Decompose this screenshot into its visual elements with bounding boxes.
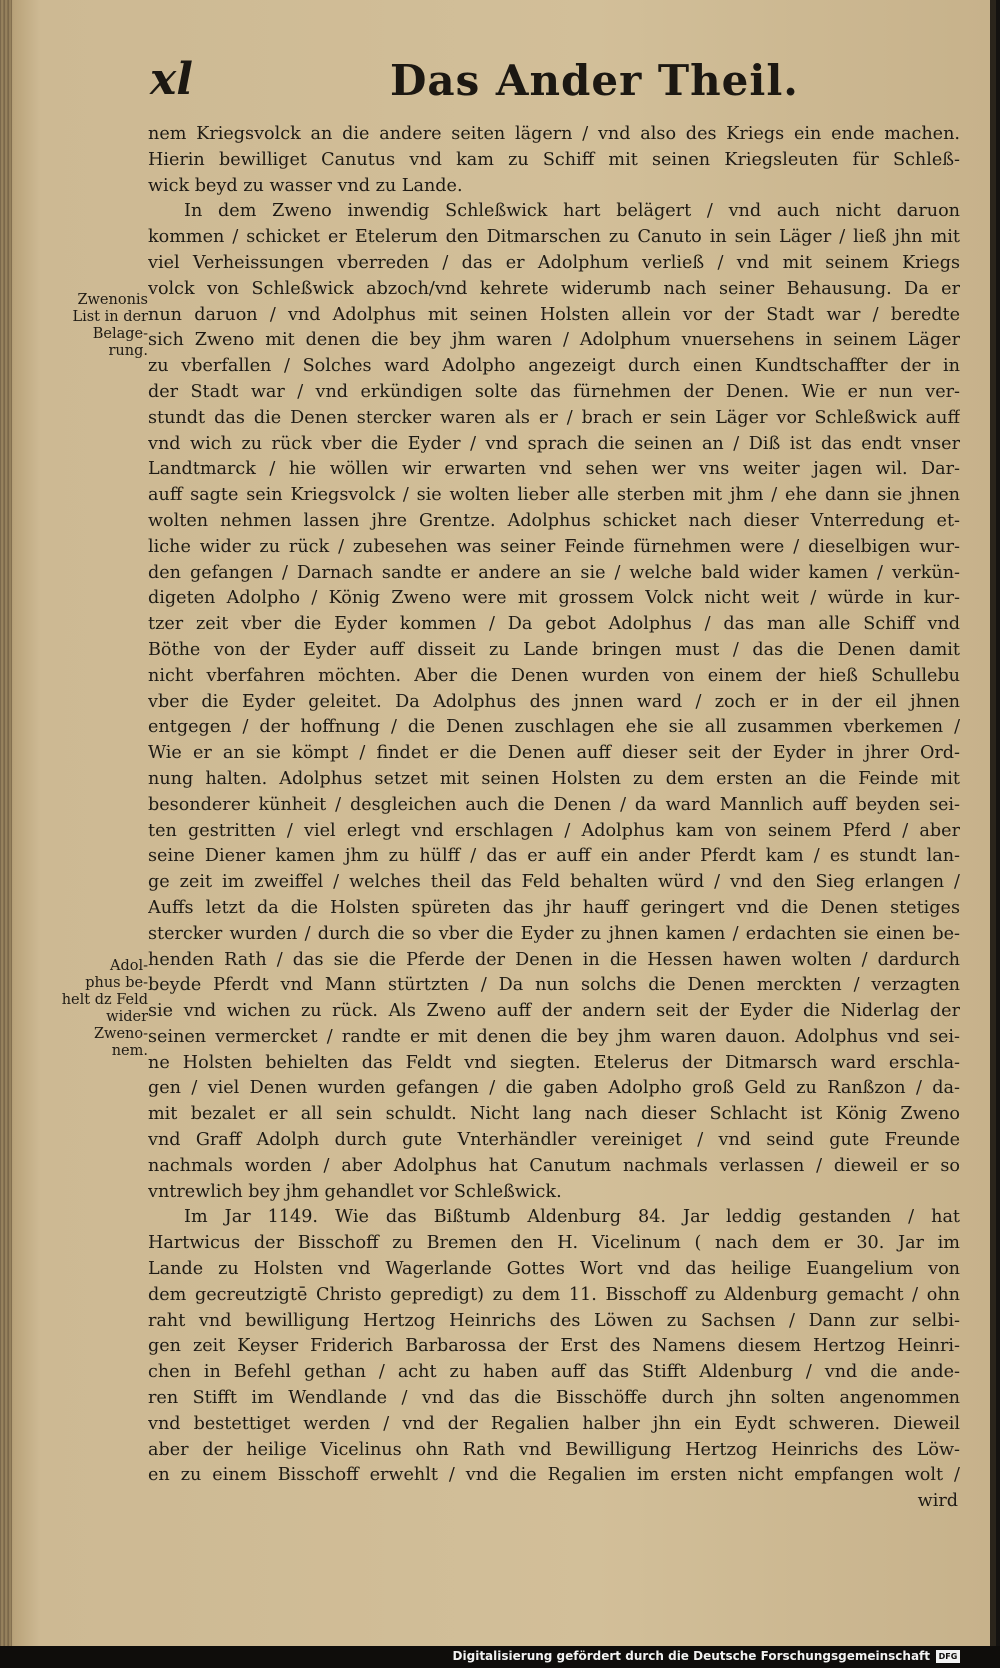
text-line: stundt das die Denen stercker waren als er / brach er sein Läger vor Schleßwick auff bbox=[148, 407, 960, 428]
margin-note-line: Zweno- bbox=[93, 1026, 148, 1042]
text-line: ne Holsten behielten das Feldt vnd siegten. Etelerus der Ditmarsch ward erschla- bbox=[148, 1052, 960, 1073]
text-line: ten gestritten / viel erlegt vnd erschlagen / Adolphus kam von seinem Pferd / aber bbox=[148, 820, 960, 841]
text-line: liche wider zu rück / zubesehen was seiner Feinde fürnehmen were / dieselbigen wur- bbox=[148, 536, 960, 557]
text-line: digeten Adolpho / König Zweno were mit grossem Volck nicht weit / würde in kur- bbox=[148, 588, 960, 609]
digitization-footer bbox=[0, 1646, 1000, 1668]
running-title: Das Ander Theil. bbox=[390, 56, 799, 105]
text-line: Im Jar 1149. Wie das Bißtumb Aldenburg 84. Jar leddig gestanden / hat bbox=[184, 1207, 960, 1228]
text-line: viel Verheissungen vberreden / das er Adolphum verließ / vnd mit seinem Kriegs bbox=[148, 252, 960, 273]
text-line: ge zeit im zweiffel / welches theil das Feld behalten würd / vnd den Sieg erlangen / bbox=[148, 872, 960, 893]
text-line: beyde Pferdt vnd Mann stürtzten / Da nun solchs die Denen merckten / verzagten bbox=[148, 975, 960, 996]
text-line: volck von Schleßwick abzoch/vnd kehrete widerumb nach seiner Behausung. Da er bbox=[148, 278, 960, 299]
text-line: Böthe von der Eyder auff disseit zu Lande bringen must / das die Denen damit bbox=[148, 639, 960, 660]
margin-note-line: nem. bbox=[111, 1043, 148, 1059]
text-line: raht vnd bewilligung Hertzog Heinrichs des Löwen zu Sachsen / Dann zur selbi- bbox=[148, 1310, 960, 1331]
text-line: gen / viel Denen wurden gefangen / die gaben Adolpho groß Geld zu Ranßzon / da- bbox=[148, 1078, 960, 1099]
text-line: auff sagte sein Kriegsvolck / sie wolten lieber alle sterben mit jhm / ehe dann sie jhnen bbox=[148, 485, 960, 506]
text-line: entgegen / der hoffnung / die Denen zuschlagen ehe sie all zusammen vberkemen / bbox=[148, 717, 960, 738]
text-line: nicht vberfahren möchten. Aber die Denen wurden von einem der hieß Schullebu bbox=[148, 665, 960, 686]
text-line: vber die Eyder geleitet. Da Adolphus des jnnen ward / zoch er in der eil jhnen bbox=[148, 691, 960, 712]
margin-note-line: List in der bbox=[72, 309, 148, 325]
margin-note-adolphus-behelt bbox=[52, 958, 148, 1060]
text-line: dem gecreutzigtē Christo gepredigt) zu dem 11. Bisschoff zu Aldenburg gemacht / ohn bbox=[148, 1284, 960, 1305]
text-line: Lande zu Holsten vnd Wagerlande Gottes Wort vnd das heilige Euangelium von bbox=[148, 1259, 960, 1280]
text-line: stercker wurden / durch die so vber die Eyder zu jhnen kamen / erdachten sie einen be- bbox=[148, 923, 960, 944]
text-line: der Stadt war / vnd erkündigen solte das fürnehmen der Denen. Wie er nun ver- bbox=[148, 381, 960, 402]
margin-note-line: wider bbox=[106, 1009, 148, 1025]
text-line: Auffs letzt da die Holsten spüreten das jhr hauff geringert vnd die Denen stetiges bbox=[148, 897, 960, 918]
catchword: wird bbox=[917, 1491, 958, 1512]
text-line: mit bezalet er all sein schuldt. Nicht lang nach dieser Schlacht ist König Zweno bbox=[148, 1104, 960, 1125]
text-line: wolten nehmen lassen jhre Grentze. Adolphus schicket nach dieser Vnterredung et- bbox=[148, 510, 960, 531]
margin-note-line: phus be- bbox=[85, 975, 148, 991]
text-line: gen zeit Keyser Friderich Barbarossa der Erst des Namens diesem Hertzog Heinri- bbox=[148, 1336, 960, 1357]
text-line: tzer zeit vber die Eyder kommen / Da gebot Adolphus / das man alle Schiff vnd bbox=[148, 614, 960, 635]
page-gutter-edge bbox=[0, 0, 12, 1646]
margin-note-line: Adol- bbox=[109, 958, 148, 974]
text-line: Hartwicus der Bisschoff zu Bremen den H. Vicelinum ( nach dem er 30. Jar im bbox=[148, 1233, 960, 1254]
folio-number: xl bbox=[150, 54, 193, 105]
text-line: In dem Zweno inwendig Schleßwick hart belägert / vnd auch nicht daruon bbox=[184, 201, 960, 222]
text-line: besonderer künheit / desgleichen auch die Denen / da ward Mannlich auff beyden sei- bbox=[148, 794, 960, 815]
text-line: Hierin bewilliget Canutus vnd kam zu Schiff mit seinen Kriegsleuten für Schleß- bbox=[148, 149, 960, 170]
funding-credit: Digitalisierung gefördert durch die Deutsche Forschungsgemeinschaft bbox=[452, 1649, 930, 1663]
page-header bbox=[150, 54, 960, 114]
margin-note-zwenonis-list bbox=[52, 292, 148, 360]
margin-note-line: Belage- bbox=[92, 326, 148, 342]
text-line: sie vnd wichen zu rück. Als Zweno auff der andern seit der Eyder die Niderlag der bbox=[148, 1001, 960, 1022]
text-line: nem Kriegsvolck an die andere seiten lägern / vnd also des Kriegs ein ende machen. bbox=[148, 124, 960, 144]
margin-note-line: helt dz Feld bbox=[61, 992, 148, 1008]
text-line: Landtmarck / hie wöllen wir erwarten vnd sehen wer vns weiter jagen wil. Dar- bbox=[148, 459, 960, 480]
dfg-logo-icon: DFG bbox=[936, 1650, 960, 1663]
margin-note-line: Zwenonis bbox=[77, 292, 148, 308]
text-line: vnd Graff Adolph durch gute Vnterhändler vereiniget / vnd seind gute Freunde bbox=[148, 1130, 960, 1151]
text-line: sich Zweno mit denen die bey jhm waren / Adolphum vnuersehens in seinem Läger bbox=[148, 330, 960, 351]
text-line: seine Diener kamen jhm zu hülff / das er auff ein ander Pferdt kam / es stundt lan- bbox=[148, 846, 960, 867]
margin-note-line: rung. bbox=[108, 343, 148, 359]
text-line: vnd wich zu rück vber die Eyder / vnd sprach die seinen an / Diß ist das endt vnser bbox=[148, 433, 960, 454]
text-line: aber der heilige Vicelinus ohn Rath vnd Bewilligung Hertzog Heinrichs des Löw- bbox=[148, 1439, 960, 1460]
text-line: nung halten. Adolphus setzet mit seinen Holsten zu dem ersten an die Feinde mit bbox=[148, 768, 960, 789]
text-line: nun daruon / vnd Adolphus mit seinen Holsten allein vor der Stadt war / beredte bbox=[148, 304, 960, 325]
text-line: ren Stifft im Wendlande / vnd das die Bisschöffe durch jhn solten angenommen bbox=[148, 1388, 960, 1409]
text-line: kommen / schicket er Etelerum den Ditmarschen zu Canuto in sein Läger / ließ jhn mit bbox=[148, 227, 960, 248]
text-line: zu vberfallen / Solches ward Adolpho angezeigt durch einen Kundtschaffter der in bbox=[148, 356, 960, 377]
text-line: den gefangen / Darnach sandte er andere an sie / welche bald wider kamen / verkün- bbox=[148, 562, 960, 583]
text-line: Wie er an sie kömpt / findet er die Denen auff dieser seit der Eyder in jhrer Ord- bbox=[148, 743, 960, 764]
text-line: henden Rath / das sie die Pferde der Denen in die Hessen hawen wolten / dardurch bbox=[148, 949, 960, 970]
body-text bbox=[148, 122, 960, 1515]
text-line: seinen vermercket / randte er mit denen die bey jhm waren dauon. Adolphus vnd sei- bbox=[148, 1026, 960, 1047]
text-line: wick beyd zu wasser vnd zu Lande. bbox=[148, 175, 463, 196]
text-line: chen in Befehl gethan / acht zu haben auff das Stifft Aldenburg / vnd die ande- bbox=[148, 1362, 960, 1383]
text-line: en zu einem Bisschoff erwehlt / vnd die Regalien im ersten nicht empfangen wolt / bbox=[148, 1465, 960, 1486]
text-line: vntrewlich bey jhm gehandlet vor Schleßwick. bbox=[148, 1181, 562, 1202]
text-line: vnd bestettiget werden / vnd der Regalien halber jhn ein Eydt schweren. Dieweil bbox=[148, 1413, 960, 1434]
text-line: nachmals worden / aber Adolphus hat Canutum nachmals verlassen / dieweil er so bbox=[148, 1155, 960, 1176]
